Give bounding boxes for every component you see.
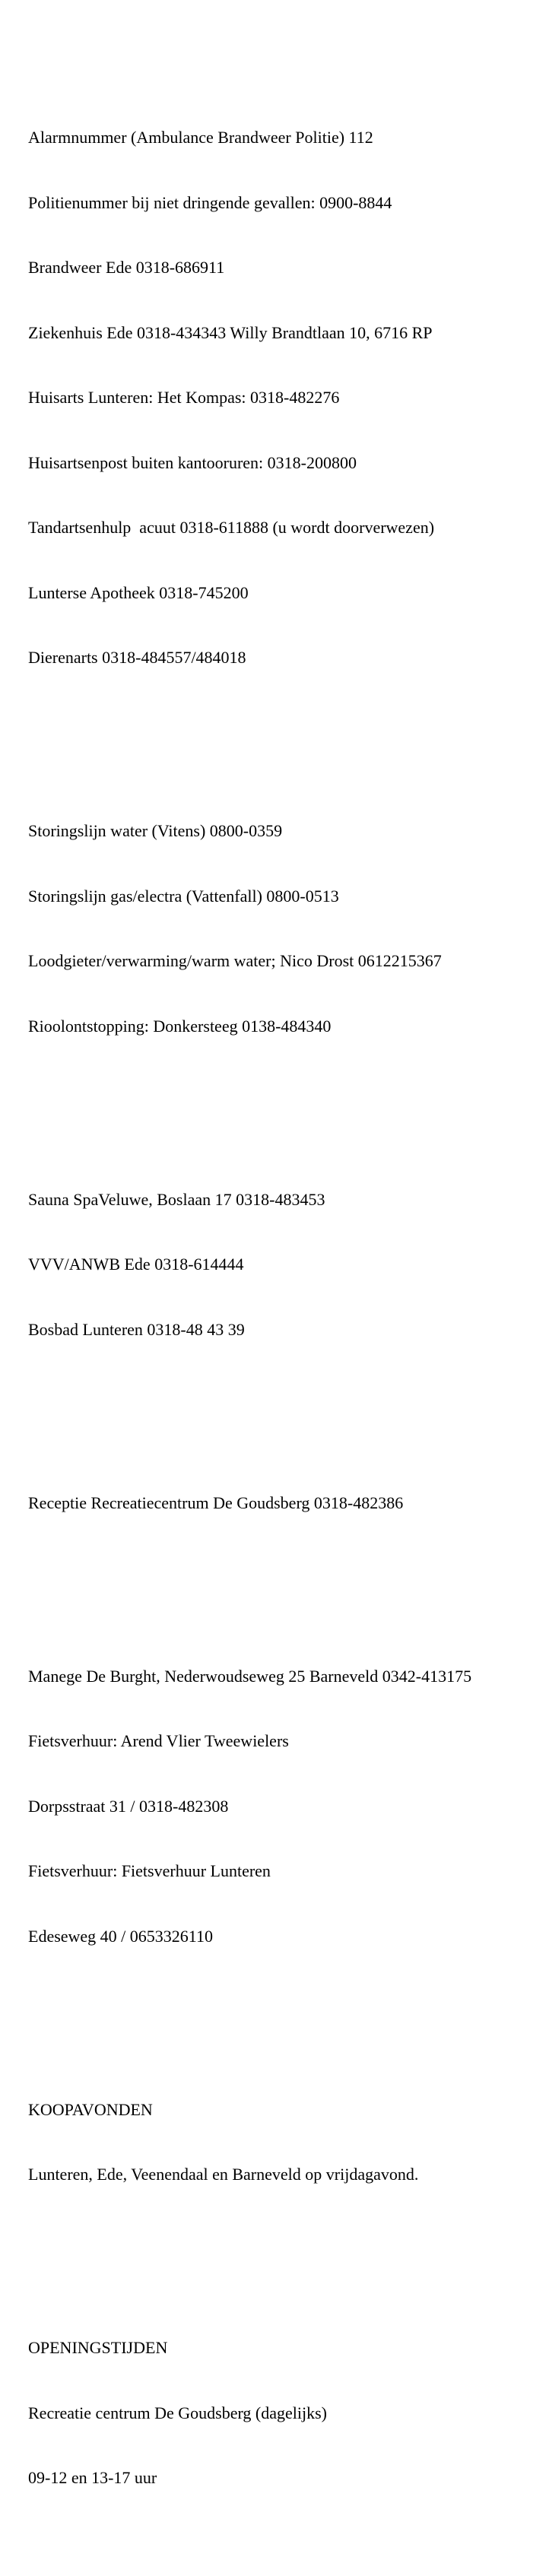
text-line: Sauna SpaVeluwe, Boslaan 17 0318-483453 [28,1189,325,1209]
text-line: Dorpsstraat 31 / 0318-482308 [28,1796,229,1816]
text-line: Huisarts Lunteren: Het Kompas: 0318-482276 [28,388,340,407]
text-line: Politienummer bij niet dringende gevallen: 0900-8844 [28,192,392,212]
opening-hours-section [28,2294,549,2533]
text-line: Lunterse Apotheek 0318-745200 [28,582,249,602]
text-line: Fietsverhuur: Arend Vlier Tweewielers [28,1731,289,1750]
text-line: Recreatie centrum De Goudsberg (dagelijks) [28,2403,328,2422]
reception-section [28,1449,549,1558]
text-line: Brandweer Ede 0318-686911 [28,258,225,277]
emergency-numbers-section [28,84,549,712]
text-line: Edeseweg 40 / 0653326110 [28,1926,213,1946]
text-line: Fietsverhuur: Fietsverhuur Lunteren [28,1861,271,1880]
text-line: Storingslijn gas/electra (Vattenfall) 0800-0513 [28,886,339,906]
text-line: Storingslijn water (Vitens) 0800-0359 [28,821,283,840]
text-line: Lunteren, Ede, Veenendaal en Barneveld op vrijdagavond. [28,2165,419,2184]
text-line: Receptie Recreatiecentrum De Goudsberg 0318-482386 [28,1493,404,1512]
contact-document [28,40,549,2576]
text-line: VVV/ANWB Ede 0318-614444 [28,1255,244,1274]
leisure-numbers-section [28,1146,549,1385]
text-line: Loodgieter/verwarming/warm water; Nico Drost 0612215367 [28,951,442,970]
shopping-evenings-section [28,2056,549,2229]
text-line: Tandartsenhulp acuut 0318-611888 (u wordt doorverwezen) [28,518,435,537]
text-line: Rioolontstopping: Donkersteeg 0138-484340 [28,1016,332,1036]
utility-numbers-section [28,777,549,1080]
section-heading: KOOPAVONDEN [28,2099,153,2119]
text-line: Ziekenhuis Ede 0318-434343 Willy Brandtlaan 10, 6716 RP [28,322,433,342]
text-line: Dierenarts 0318-484557/484018 [28,648,246,667]
riding-cycling-section [28,1623,549,1991]
section-heading: OPENINGSTIJDEN [28,2338,168,2357]
text-line: Alarmnummer (Ambulance Brandweer Politie) 112 [28,128,373,147]
text-line: 09-12 en 13-17 uur [28,2468,157,2487]
text-line: Manege De Burght, Nederwoudseweg 25 Barneveld 0342-413175 [28,1666,472,1686]
text-line: Huisartsenpost buiten kantooruren: 0318-200800 [28,452,357,472]
text-line: Bosbad Lunteren 0318-48 43 39 [28,1319,245,1339]
